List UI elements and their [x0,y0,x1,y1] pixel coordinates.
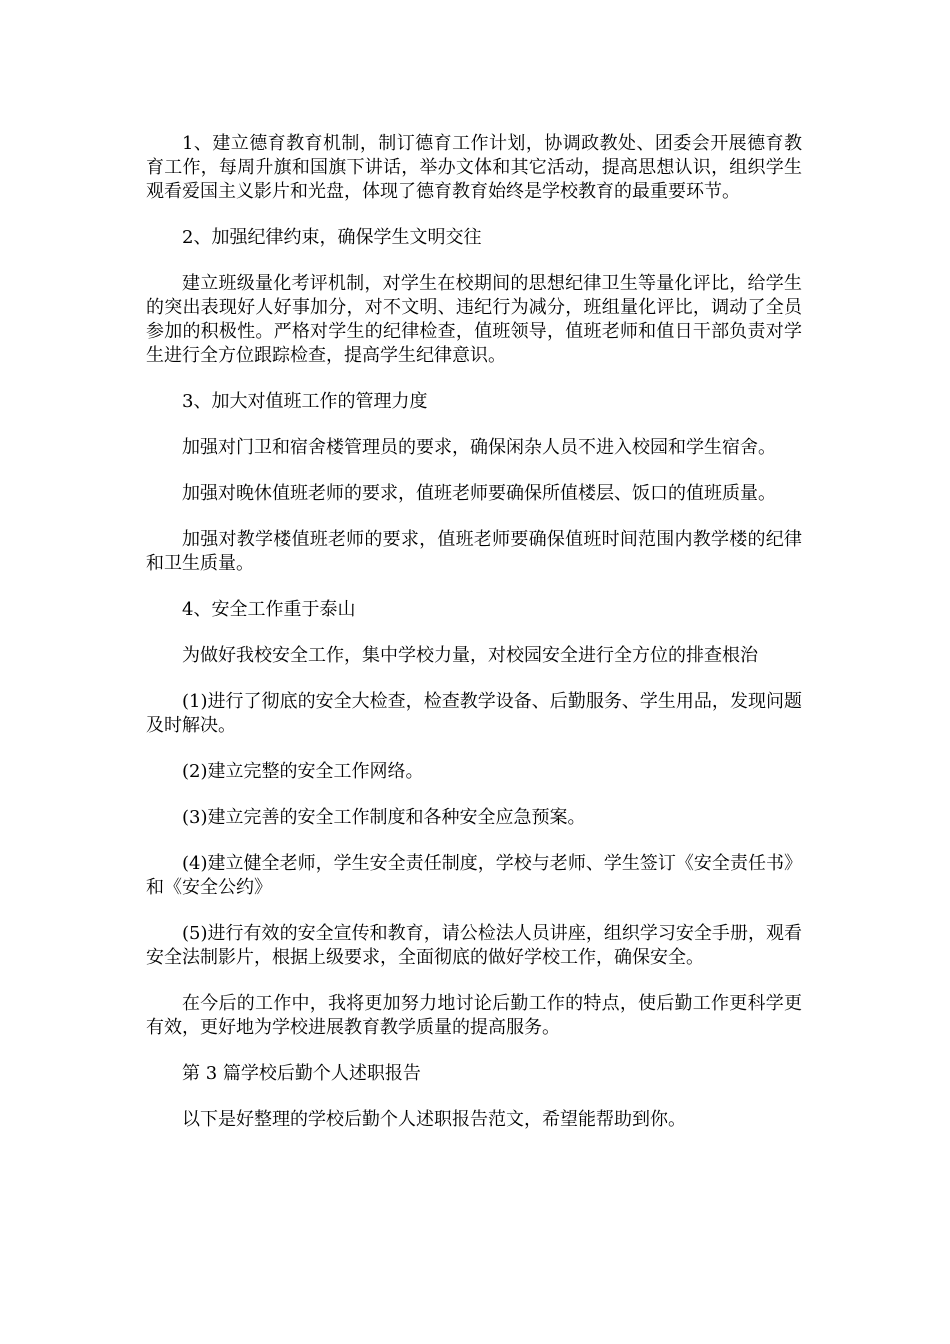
heading-duty-management: 3、加大对值班工作的管理力度 [182,391,428,412]
list-item-safety-5: (5)进行有效的安全宣传和教育，请公检法人员讲座，组织学习安全手册，观看安全法制影片，根据上级要求，全面彻底的做好学校工作，确保安全。 [146,923,802,968]
paragraph-moral-education: 1、建立德育教育机制，制订德育工作计划，协调政教处、团委会开展德育教育工作，每周升旗和国旗下讲话，举办文体和其它活动，提高思想认识，组织学生观看爱国主义影片和光盘，体现了德育教育始终是学校教育的最重要环节。 [146,133,802,202]
list-item-safety-1: (1)进行了彻底的安全大检查，检查教学设备、后勤服务、学生用品，发现问题及时解决。 [146,691,802,736]
heading-report-3: 第 3 篇学校后勤个人述职报告 [182,1063,421,1084]
paragraph-teaching-building: 加强对教学楼值班老师的要求，值班老师要确保值班时间范围内教学楼的纪律和卫生质量。 [146,529,802,574]
paragraph-future-work: 在今后的工作中，我将更加努力地讨论后勤工作的特点，使后勤工作更科学更有效，更好地为学校进展教育教学质量的提高服务。 [146,993,802,1038]
list-item-safety-3: (3)建立完善的安全工作制度和各种安全应急预案。 [182,807,586,828]
list-item-safety-4: (4)建立健全老师，学生安全责任制度，学校与老师、学生签订《安全责任书》 和《安全公约》 [146,853,802,898]
paragraph-discipline: 建立班级量化考评机制，对学生在校期间的思想纪律卫生等量化评比，给学生的突出表现好人好事加分，对不文明、违纪行为减分，班组量化评比，调动了全员参加的积极性。严格对学生的纪律检查，值班领导，值班老师和值日干部负责对学生进行全方位跟踪检查，提高学生纪律意识。 [146,273,802,366]
paragraph-safety-intro: 为做好我校安全工作，集中学校力量，对校园安全进行全方位的排查根治 [182,645,758,666]
heading-safety: 4、安全工作重于泰山 [182,599,356,620]
list-item-safety-2: (2)建立完整的安全工作网络。 [182,761,424,782]
heading-discipline: 2、加强纪律约束，确保学生文明交往 [182,227,482,248]
paragraph-night-duty: 加强对晚休值班老师的要求，值班老师要确保所值楼层、饭口的值班质量。 [182,483,776,504]
paragraph-report-intro: 以下是好整理的学校后勤个人述职报告范文，希望能帮助到你。 [182,1109,686,1130]
paragraph-gatekeeper: 加强对门卫和宿舍楼管理员的要求，确保闲杂人员不进入校园和学生宿舍。 [182,437,776,458]
document-body [146,132,802,1154]
